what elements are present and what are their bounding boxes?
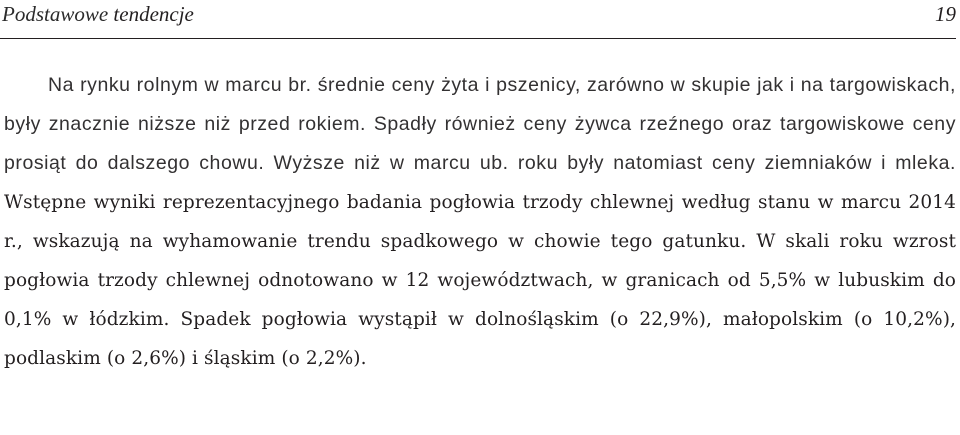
paragraph-part-livestock: Wstępne wyniki reprezentacyjnego badania pogłowia trzody chlewnej według stanu w marcu 2014 r., wskazują na wyhamowanie trendu spadkowego w chowie tego gatunku. W skali roku wzrost pogłowia trzody chlewnej odnotowano w 12 województwach, w granicach od 5,5% w lubuskim do 0,1% w łódzkim. Spadek pogłowia wystąpił w dolnośląskim (o 22,9%), małopolskim (o 10,2%), podlaskim (o 2,6%) i śląskim (o 2,2%). xyxy=(4,192,956,369)
section-title xyxy=(2,2,194,27)
section-title-rest: tendencje xyxy=(108,2,194,26)
section-title-emphasis: Podstawowe xyxy=(2,2,109,26)
running-header xyxy=(0,0,960,34)
header-divider xyxy=(0,38,956,39)
page-number: 19 xyxy=(935,2,956,26)
body-paragraph xyxy=(4,66,956,378)
paragraph-part-prices: Na rynku rolnym w marcu br. średnie ceny żyta i pszenicy, zarówno w skupie jak i na targowiskach, były znacznie niższe niż przed rokiem. Spadły również ceny żywca rzeźnego oraz targowiskowe ceny prosiąt do dalszego chowu. Wyższe niż w marcu ub. roku były natomiast ceny ziemniaków i mleka. xyxy=(4,74,956,174)
